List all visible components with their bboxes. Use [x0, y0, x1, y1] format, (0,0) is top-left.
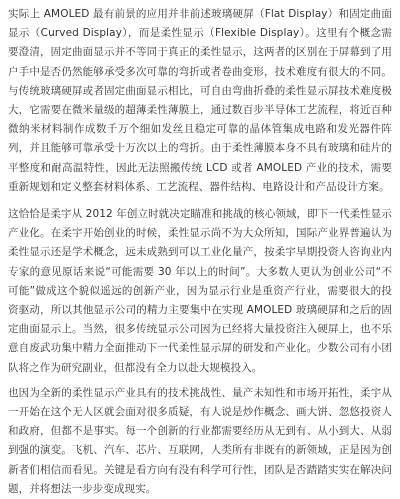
- paragraph-innovation-challenges: 也因为全新的柔性显示产业具有的技术挑战性、量产未知性和市场开拓性，柔宇从一开始在这个无人区就会面对很多质疑，有人说是炒作概念、画大饼、忽悠投资人和政府，但都不是事实。每一个创新的行业都需要经历从无到有、从小到大、从弱到强的演变。飞机、汽车、芯片、互联网，人类所有非既有的新领域，正是因为创新者们相信而看见。关键是看方向有没有科学可行性，团队是否踏踏实实在解决问题，并将想法一步步变成现实。: [8, 386, 392, 495]
- paragraph-royole-founding: 这恰恰是柔宇从 2012 年创立时就决定瞄准和挑战的核心领域，即下一代柔性显示产业化。在柔宇开始创业的时候，柔性显示尚不为大众所知，国际产业界普遍认为柔性显示还是学术概念，远未成熟到可以工业化量产，按柔宇早期投资人咨询业内专家的意见原话来说“可能需要 30 年以上的时间”。大多数人更认为创业公司“不可能”做成这个貌似遥远的创新产业，因为显示行业是重资产行业，需要很大的投资驱动，所以其他显示公司的精力主要集中在实现 AMOLED 玻璃硬屏和之后的固定曲面显示上。当然，很多传统显示公司因为已经将大量投资注入硬屏上，也不乐意自废武功集中精力全面推动下一代柔性显示屏的研发和产业化。少数公司有小团队将之作为研究副业，但都没有全力以赴大规模投入。: [8, 208, 392, 374]
- paragraph-flexible-display-intro: 实际上 AMOLED 最有前景的应用并非前述玻璃硬屏（Flat Display）和固定曲面显示（Curved Display），而是柔性显示（Flexible Display）。这里有个概念需要澄清，固定曲面显示并不等同于真正的柔性显示，这两者的区别在于屏幕到了用户手中是否仍然能够承受多次可靠的弯折或者卷曲变形，技术难度有很大的不同。与传统玻璃硬屏或者固定曲面显示相比，可自由弯曲折叠的柔性显示屏技术难度极大，它需要在微米量级的超薄柔性薄膜上，通过数百步半导体工艺流程，将近百种微纳米材料制作成数千万个细如发丝且稳定可靠的晶体管集成电路和发光器件阵列，并且能够可靠承受十万次以上的弯折。由于柔性薄膜本身不具有玻璃和硅片的平整度和耐高温特性，因此无法照搬传统 LCD 或者 AMOLED 产业的技术，需要重新规划和定义整套材料体系、工艺流程、器件结构、电路设计和产品设计方案。: [8, 8, 392, 193]
